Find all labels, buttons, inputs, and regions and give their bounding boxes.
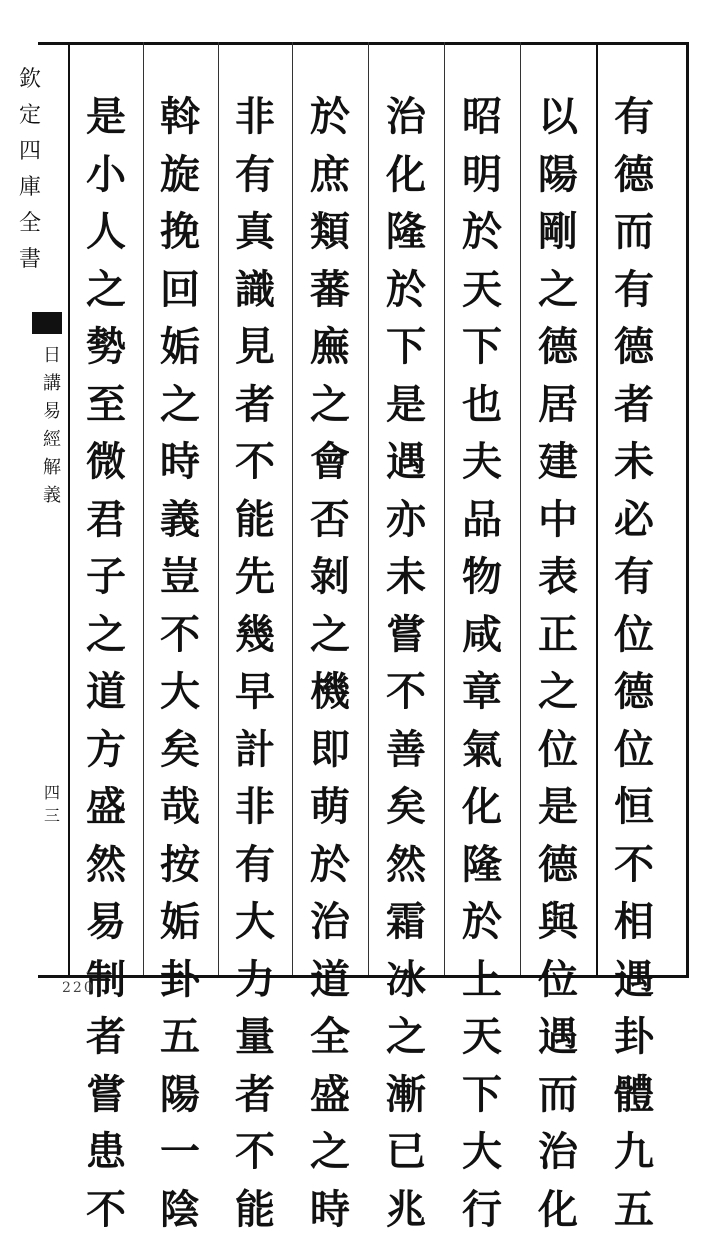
character: 挽 xyxy=(160,203,200,261)
column-rule xyxy=(218,42,219,975)
character: 表 xyxy=(538,548,578,606)
character: 隆 xyxy=(386,203,426,261)
book-subtitle xyxy=(38,342,66,510)
column-rule xyxy=(292,42,293,975)
character: 漸 xyxy=(386,1066,426,1124)
character: 於 xyxy=(462,203,502,261)
character: 矣 xyxy=(386,778,426,836)
character: 蕃 xyxy=(310,261,350,319)
character: 位 xyxy=(538,721,578,779)
character: 機 xyxy=(310,663,350,721)
character: 遇 xyxy=(538,1008,578,1066)
character: 力 xyxy=(235,951,275,1009)
character: 剝 xyxy=(310,548,350,606)
character: 不 xyxy=(235,1123,275,1181)
character: 嘗 xyxy=(386,606,426,664)
character: 建 xyxy=(538,433,578,491)
character: 易 xyxy=(86,893,126,951)
column-rule xyxy=(143,42,144,975)
fish-tail-mark xyxy=(32,312,62,334)
character: 義 xyxy=(160,491,200,549)
title-character: 定 xyxy=(19,98,41,134)
character: 行 xyxy=(462,1181,502,1238)
character: 未 xyxy=(614,433,654,491)
character: 豈 xyxy=(160,548,200,606)
character: 非 xyxy=(235,778,275,836)
column-rule xyxy=(68,42,70,975)
character: 明 xyxy=(462,146,502,204)
column-rule xyxy=(596,42,598,975)
character: 不 xyxy=(86,1181,126,1238)
character: 善 xyxy=(386,721,426,779)
character: 上 xyxy=(462,951,502,1009)
character: 未 xyxy=(386,548,426,606)
character: 剛 xyxy=(538,203,578,261)
character: 量 xyxy=(235,1008,275,1066)
character: 有 xyxy=(614,261,654,319)
character: 正 xyxy=(538,606,578,664)
character: 人 xyxy=(86,203,126,261)
character: 真 xyxy=(235,203,275,261)
character: 按 xyxy=(160,836,200,894)
character: 化 xyxy=(386,146,426,204)
character: 否 xyxy=(310,491,350,549)
text-column-1 xyxy=(608,88,660,1238)
title-character: 庫 xyxy=(19,170,41,206)
character: 回 xyxy=(160,261,200,319)
character: 勢 xyxy=(86,318,126,376)
title-character: 全 xyxy=(19,206,41,242)
character: 大 xyxy=(235,893,275,951)
character: 亦 xyxy=(386,491,426,549)
text-column-5 xyxy=(304,88,356,1238)
character: 然 xyxy=(386,836,426,894)
text-column-2 xyxy=(532,88,584,1238)
character: 類 xyxy=(310,203,350,261)
character: 不 xyxy=(235,433,275,491)
character: 中 xyxy=(538,491,578,549)
character: 哉 xyxy=(160,778,200,836)
character: 姤 xyxy=(160,893,200,951)
text-column-8 xyxy=(80,88,132,1238)
character: 治 xyxy=(386,88,426,146)
character: 德 xyxy=(538,836,578,894)
character: 化 xyxy=(462,778,502,836)
character: 冰 xyxy=(386,951,426,1009)
character: 不 xyxy=(386,663,426,721)
character: 即 xyxy=(310,721,350,779)
character: 一 xyxy=(160,1123,200,1181)
character: 小 xyxy=(86,146,126,204)
character: 有 xyxy=(614,88,654,146)
title-character: 四 xyxy=(19,134,41,170)
character: 計 xyxy=(235,721,275,779)
page-frame xyxy=(38,42,689,978)
character: 非 xyxy=(235,88,275,146)
character: 是 xyxy=(386,376,426,434)
text-column-4 xyxy=(380,88,432,1238)
text-column-3 xyxy=(456,88,508,1238)
character: 天 xyxy=(462,1008,502,1066)
character: 大 xyxy=(160,663,200,721)
character: 居 xyxy=(538,376,578,434)
character: 必 xyxy=(614,491,654,549)
character: 德 xyxy=(538,318,578,376)
character: 遇 xyxy=(386,433,426,491)
character: 五 xyxy=(160,1008,200,1066)
character: 有 xyxy=(235,146,275,204)
character: 能 xyxy=(235,1181,275,1238)
character: 不 xyxy=(160,606,200,664)
character: 之 xyxy=(310,1123,350,1181)
character: 位 xyxy=(538,951,578,1009)
character: 者 xyxy=(614,376,654,434)
character: 有 xyxy=(614,548,654,606)
character: 治 xyxy=(310,893,350,951)
character: 時 xyxy=(310,1181,350,1238)
character: 幾 xyxy=(235,606,275,664)
subtitle-character: 講 xyxy=(43,370,61,398)
character: 下 xyxy=(462,318,502,376)
character: 章 xyxy=(462,663,502,721)
character: 制 xyxy=(86,951,126,1009)
character: 之 xyxy=(310,606,350,664)
character: 廡 xyxy=(310,318,350,376)
character: 以 xyxy=(538,88,578,146)
character: 之 xyxy=(86,261,126,319)
character: 有 xyxy=(235,836,275,894)
character: 咸 xyxy=(462,606,502,664)
character: 隆 xyxy=(462,836,502,894)
character: 旋 xyxy=(160,146,200,204)
character: 時 xyxy=(160,433,200,491)
character: 而 xyxy=(538,1066,578,1124)
book-title xyxy=(16,62,44,278)
character: 於 xyxy=(310,836,350,894)
character: 五 xyxy=(614,1181,654,1238)
character: 矣 xyxy=(160,721,200,779)
character: 遇 xyxy=(614,951,654,1009)
character: 德 xyxy=(614,146,654,204)
subtitle-character: 易 xyxy=(43,398,61,426)
character: 品 xyxy=(462,491,502,549)
character: 天 xyxy=(462,261,502,319)
character: 德 xyxy=(614,318,654,376)
character: 陽 xyxy=(160,1066,200,1124)
subtitle-character: 義 xyxy=(43,482,61,510)
character: 位 xyxy=(614,606,654,664)
character: 先 xyxy=(235,548,275,606)
character: 恒 xyxy=(614,778,654,836)
character: 方 xyxy=(86,721,126,779)
character: 之 xyxy=(310,376,350,434)
character: 化 xyxy=(538,1181,578,1238)
character: 德 xyxy=(614,663,654,721)
character: 相 xyxy=(614,893,654,951)
character: 全 xyxy=(310,1008,350,1066)
title-character: 欽 xyxy=(19,62,41,98)
character: 不 xyxy=(614,836,654,894)
character: 也 xyxy=(462,376,502,434)
character: 於 xyxy=(386,261,426,319)
character: 於 xyxy=(310,88,350,146)
column-rule xyxy=(520,42,521,975)
character: 而 xyxy=(614,203,654,261)
character: 會 xyxy=(310,433,350,491)
character: 下 xyxy=(386,318,426,376)
footer-number: 220 xyxy=(62,980,95,996)
character: 微 xyxy=(86,433,126,491)
character: 識 xyxy=(235,261,275,319)
character: 之 xyxy=(386,1008,426,1066)
character: 早 xyxy=(235,663,275,721)
character: 體 xyxy=(614,1066,654,1124)
character: 是 xyxy=(538,778,578,836)
character: 與 xyxy=(538,893,578,951)
character: 萌 xyxy=(310,778,350,836)
character: 陰 xyxy=(160,1181,200,1238)
text-column-6 xyxy=(229,88,281,1238)
character: 姤 xyxy=(160,318,200,376)
subtitle-character: 日 xyxy=(43,342,61,370)
character: 治 xyxy=(538,1123,578,1181)
character: 之 xyxy=(538,663,578,721)
subtitle-character: 解 xyxy=(43,454,61,482)
character: 君 xyxy=(86,491,126,549)
character: 夫 xyxy=(462,433,502,491)
character: 道 xyxy=(310,951,350,1009)
character: 昭 xyxy=(462,88,502,146)
character: 嘗 xyxy=(86,1066,126,1124)
character: 氣 xyxy=(462,721,502,779)
character: 者 xyxy=(86,1008,126,1066)
character: 位 xyxy=(614,721,654,779)
character: 於 xyxy=(462,893,502,951)
character: 見 xyxy=(235,318,275,376)
character: 盛 xyxy=(310,1066,350,1124)
column-rule xyxy=(368,42,369,975)
character: 物 xyxy=(462,548,502,606)
text-column-7 xyxy=(154,88,206,1238)
character: 者 xyxy=(235,1066,275,1124)
character: 大 xyxy=(462,1123,502,1181)
character: 下 xyxy=(462,1066,502,1124)
character: 卦 xyxy=(614,1008,654,1066)
character: 子 xyxy=(86,548,126,606)
title-character: 書 xyxy=(19,242,41,278)
column-rule xyxy=(444,42,445,975)
character: 至 xyxy=(86,376,126,434)
character: 能 xyxy=(235,491,275,549)
character: 已 xyxy=(386,1123,426,1181)
subtitle-character: 經 xyxy=(43,426,61,454)
character: 之 xyxy=(538,261,578,319)
character: 庶 xyxy=(310,146,350,204)
character: 然 xyxy=(86,836,126,894)
character: 者 xyxy=(235,376,275,434)
character: 霜 xyxy=(386,893,426,951)
character: 道 xyxy=(86,663,126,721)
character: 陽 xyxy=(538,146,578,204)
character: 卦 xyxy=(160,951,200,1009)
character: 九 xyxy=(614,1123,654,1181)
character: 兆 xyxy=(386,1181,426,1238)
character: 是 xyxy=(86,88,126,146)
character: 盛 xyxy=(86,778,126,836)
character: 斡 xyxy=(160,88,200,146)
page-number: 四三 xyxy=(38,780,66,826)
character: 之 xyxy=(86,606,126,664)
character: 患 xyxy=(86,1123,126,1181)
character: 之 xyxy=(160,376,200,434)
